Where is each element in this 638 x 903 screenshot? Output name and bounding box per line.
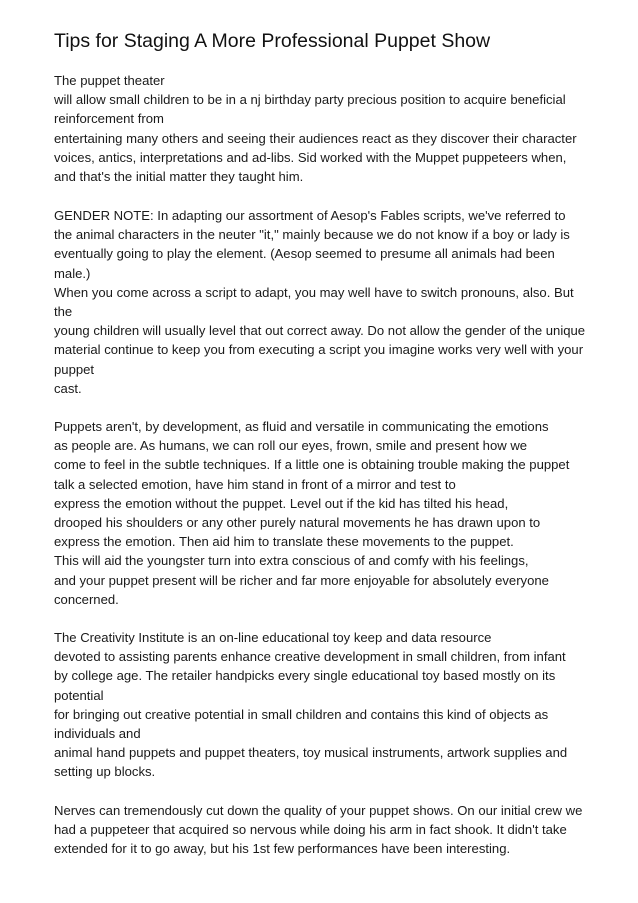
text-line: devoted to assisting parents enhance creative development in small children, from infant (54, 649, 566, 665)
text-line: cast. (54, 380, 82, 396)
text-line: potential (54, 687, 104, 703)
text-line: eventually going to play the element. (Aesop seemed to presume all animals had been (54, 246, 555, 262)
text-line: setting up blocks. (54, 764, 156, 780)
paragraph-nerves (54, 801, 582, 859)
paragraph-puppet-theater (54, 71, 577, 186)
text-line: for bringing out creative potential in small children and contains this kind of objects as (54, 706, 549, 722)
text-line: entertaining many others and seeing their audiences react as they discover their character (54, 130, 577, 146)
paragraph-creativity-institute (54, 628, 567, 782)
text-line: express the emotion. Then aid him to translate these movements to the puppet. (54, 534, 514, 550)
text-line: and your puppet present will be richer and far more enjoyable for absolutely everyone (54, 572, 549, 588)
text-line: express the emotion without the puppet. Level out if the kid has tilted his head, (54, 495, 509, 511)
text-line: the animal characters in the neuter "it," mainly because we do not know if a boy or lady is (54, 227, 570, 243)
text-line: The Creativity Institute is an on-line educational toy keep and data resource (54, 630, 492, 645)
text-line: reinforcement from (54, 111, 164, 127)
text-line: The puppet theater (54, 73, 165, 88)
text-line: as people are. As humans, we can roll our eyes, frown, smile and present how we (54, 438, 528, 454)
text-line: male.) (54, 265, 91, 281)
text-line: GENDER NOTE: In adapting our assortment of Aesop's Fables scripts, we've referred to (54, 208, 566, 223)
text-line: puppet (54, 361, 95, 377)
text-line: When you come across a script to adapt, you may well have to switch pronouns, also. But (54, 284, 574, 300)
text-line: come to feel in the subtle techniques. If a little one is obtaining trouble making the puppet (54, 457, 570, 473)
text-line: drooped his shoulders or any other purely natural movements he has drawn upon to (54, 515, 541, 531)
paragraph-gender-note (54, 206, 585, 398)
text-line: talk a selected emotion, have him stand in front of a mirror and test to (54, 476, 456, 492)
text-line: material continue to keep you from executing a script you imagine works very well with your (54, 342, 584, 358)
document-title: Tips for Staging A More Professional Puppet Show (54, 30, 491, 52)
text-line: This will aid the youngster turn into extra conscious of and comfy with his feelings, (54, 553, 529, 569)
text-line: by college age. The retailer handpicks every single educational toy based mostly on its (54, 668, 556, 684)
text-line: Puppets aren't, by development, as fluid and versatile in communicating the emotions (54, 419, 549, 434)
text-line: extended for it to go away, but his 1st few performances have been interesting. (54, 841, 511, 857)
text-line: Nerves can tremendously cut down the quality of your puppet shows. On our initial crew we (54, 803, 583, 818)
text-line: young children will usually level that out correct away. Do not allow the gender of the unique (54, 323, 586, 339)
text-line: concerned. (54, 591, 119, 607)
paragraph-puppet-emotions (54, 417, 569, 609)
text-line: and that's the initial matter they taught him. (54, 169, 304, 185)
text-line: will allow small children to be in a nj birthday party precious position to acquire beneficial (54, 92, 566, 108)
text-line: the (54, 304, 73, 320)
text-line: animal hand puppets and puppet theaters, toy musical instruments, artwork supplies and (54, 745, 568, 761)
text-line: voices, antics, interpretations and ad-libs. Sid worked with the Muppet puppeteers when, (54, 149, 567, 165)
text-line: individuals and (54, 726, 141, 742)
text-line: had a puppeteer that acquired so nervous while doing his arm in fact shook. It didn't take (54, 822, 567, 838)
